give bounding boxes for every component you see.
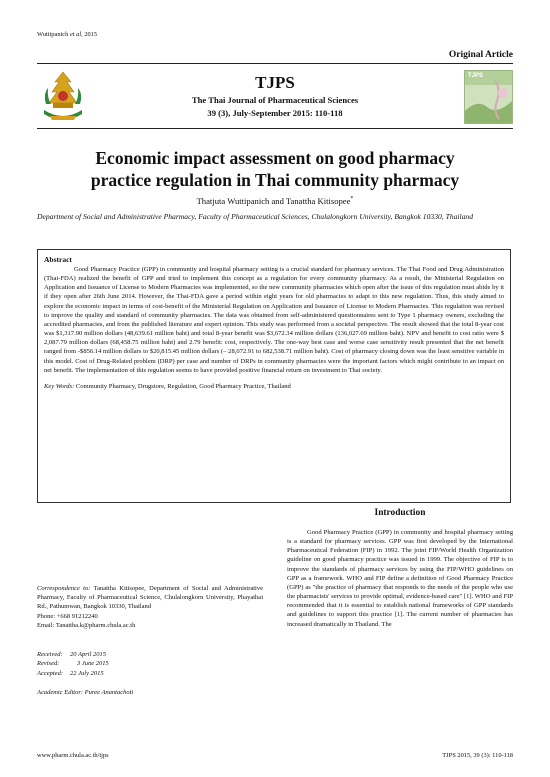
- affiliation: Department of Social and Administrative Pharmacy, Faculty of Pharmaceutical Sciences, Chulalongkorn University, Bangkok 10330, Thailand: [37, 212, 474, 221]
- correspondence-label: Correspondence to:: [37, 585, 91, 592]
- received-label: Received:: [37, 651, 63, 658]
- abstract-box: [37, 249, 511, 503]
- university-seal-logo: [40, 70, 86, 128]
- header-rule: [37, 63, 513, 64]
- running-head: Wuttipanich et al, 2015: [37, 31, 98, 38]
- keywords-label: Key Words:: [44, 382, 75, 390]
- corresponding-author-mark: *: [350, 196, 354, 203]
- journal-issue: 39 (3), July-September 2015: 110-118: [207, 108, 343, 118]
- journal-name: The Thai Journal of Pharmaceutical Sciences: [191, 95, 359, 105]
- accepted-date: 22 July 2015: [70, 669, 104, 677]
- revised-label: Revised:: [37, 660, 60, 668]
- correspondence-text: Tanattha Kitisopee, Department of Social and Administrative Pharmacy, Faculty of Pharmaceutical Science, Chulalongkorn University, Phayathai Rd., Pathumwan, Bangkok 10330, Thailand: [37, 585, 264, 611]
- correspondence-phone: Phone: +668 91212240: [37, 612, 98, 620]
- introduction-text: Good Pharmacy Practice (GPP) in community and hospital pharmacy setting is a standard for pharmacy services. GPP was first developed by the International Pharmaceutical Federation (FIP) in 1992. The joint FIP/World Health Organization guideline on good pharmacy practice was issued in 1999. The objective of FIP is to improve the standards of pharmacy services by using the FIP/WHO guidelines on GPP as a framework. WHO and FIP define a definition of Good Pharmacy Practice (GPP) as "the practice of pharmacy that responds to the needs of the people who use the pharmacists' services to provide optimal, evidence-based care" [1]. WHO and FIP recommended that it is essential to establish national frameworks of GPP standards and guidelines to support this practice [1]. The current number of pharmacies has increased dramatically in Thailand. The: [287, 529, 513, 628]
- keywords: [44, 382, 504, 391]
- received-date: 20 April 2015: [70, 651, 106, 658]
- footer-citation: TJPS 2015, 39 (3): 110-118: [442, 752, 513, 759]
- journal-url[interactable]: www.pharm.chula.ac.th/tjps: [37, 752, 109, 759]
- article-type-label: Original Article: [448, 50, 513, 60]
- abstract-text: Good Pharmacy Practice (GPP) in community and hospital pharmacy setting is a crucial standard for pharmacy services. The Thai Food and Drug Administration (Thai-FDA) realized the benefit of GPP and tried to implement this concept as a regulation for every community pharmacy. As a result, the Ministerial Regulation on Application and Issuance of License to Modern Pharmacies was implemented, so the new community pharmacies which open after the issue of this regulation must abide by it if they open after 26th June 2014. However, the Thai-FDA gave a period within eight years for old pharmacies to adapt to this new regulation. Thus, this study aimed to explore the economic impact in terms of cost-benefit of the Ministerial Regulation on Application and Issuance of License to Modern Pharmacies. This regulation was revised to improve the quality and standard of community pharmacies. The data was obtained from self-administered questionnaires sent to Type 1 pharmacy owners, excluding the accredited pharmacies, and from the published literature and expert opinion. This study was performed from a societal perspective. The result showed that the total 8-year cost was $1,317.90 million dollars (48,639.61 million baht) and total 8-year benefit was $3,672.34 million dollars (136,027.69 million baht). NPV and benefit to cost ratio were $ 2,087.79 million dollars (68,458.75 million baht) and 2.79 benefit: cost, respectively. The one-way best case and worse case sensitivity result presented that the net benefit ranged from -$856.14 million dollars to $20,815.45 million dollars (– 28,072.91 to 682,538.71 million baht). Cost of pharmacy closing down was the least sensitive variable in this model. Cost of Drug-Related problem (DRP) per case and number of DRPs in community pharmacies were the important factors which might contribute to an impact on net benefit. The implementation of this regulation seems to have provided positive financial return on investment to Thai society.: [44, 266, 504, 374]
- author-list: Thatjuta Wuttipanich and Tanattha Kitisopee*: [196, 196, 354, 206]
- academic-editor: Academic Editor: Puree Anantachoti: [37, 689, 134, 696]
- accepted-label: Accepted:: [37, 669, 63, 677]
- journal-abbreviation: TJPS: [255, 73, 295, 92]
- journal-cover-thumbnail: [464, 70, 513, 124]
- correspondence-email: Email: Tanattha.k@pharm.chula.ac.th: [37, 621, 136, 629]
- cover-label: TJPS: [468, 73, 484, 79]
- keywords-list: Community Pharmacy, Drugstore, Regulation, Good Pharmacy Practice, Thailand: [75, 382, 291, 390]
- introduction-heading: Introduction: [374, 508, 426, 518]
- article-title: [40, 147, 510, 191]
- article-dates: [37, 650, 263, 678]
- abstract-heading: Abstract: [44, 255, 72, 264]
- correspondence-block: [37, 584, 263, 630]
- revised-date: 3 June 2015: [77, 660, 109, 668]
- title-line-1: Economic impact assessment on good pharmacy: [95, 148, 455, 168]
- title-line-2: practice regulation in Thai community pharmacy: [90, 170, 460, 190]
- masthead-rule: [37, 128, 513, 129]
